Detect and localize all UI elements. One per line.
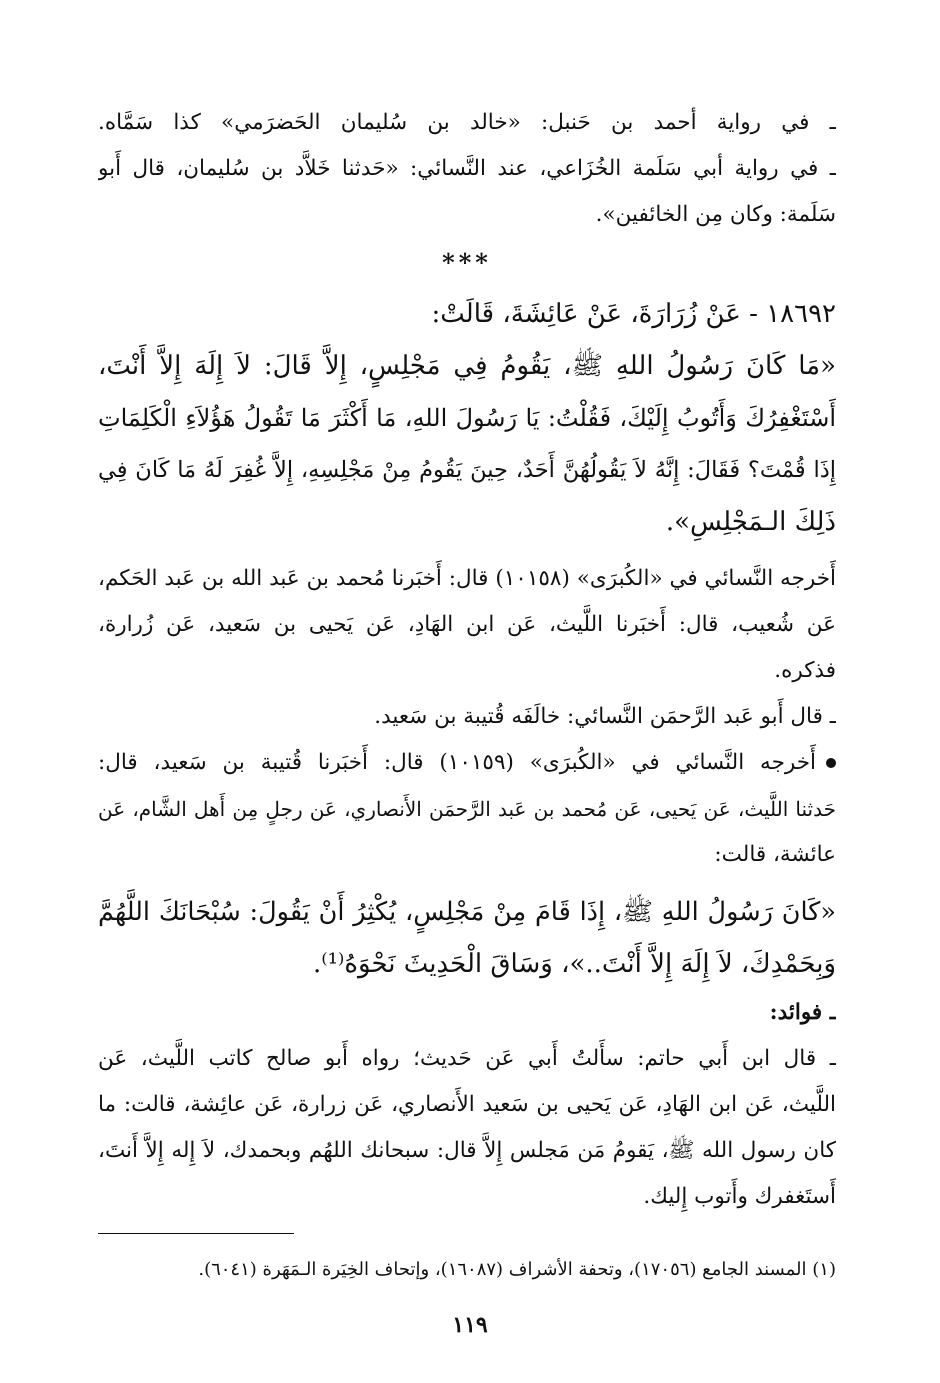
benefits-heading: ـ فوائد: bbox=[769, 1000, 836, 1025]
hadith-line: إِذَا قُمْتَ؟ فَقَالَ: إِنَّهُ لاَ يَقُولُهُنَّ أَحَدٌ، حِينَ يَقُومُ مِنْ مَجْلِسِهِ، إِلاَّ غُفِرَ لَهُ مَا كَانَ فِي bbox=[98, 457, 836, 483]
text-line: ـ في رواية أبي سَلَمة الخُزَاعي، عند النَّسائي: «حَدثنا خَلاَّد بن سُليمان، قال أَبو bbox=[98, 156, 836, 181]
page-body bbox=[98, 100, 836, 1220]
text-line: عَن شُعيب، قال: أَخبَرنا اللَّيث، عَن ابن الهَادِ، عَن يَحيى بن سَعيد، عَن زُرارة، bbox=[98, 612, 836, 637]
text-line: ـ قال أَبو عَبد الرَّحمَن النَّسائي: خالَفَه قُتيبة بن سَعيد. bbox=[374, 704, 836, 729]
bullet-line bbox=[98, 740, 836, 786]
text-line: عائشة، قالت: bbox=[714, 842, 836, 867]
hadith-heading: ١٨٦٩٢ - عَنْ زُرَارَةَ، عَنْ عَائِشَةَ، قَالَتْ: bbox=[431, 299, 836, 329]
text-line: أَخرجه النَّسائي في «الكُبرَى» (١٠١٥٨) قال: أَخبَرنا مُحمد بن عَبد الله بن عَبد الحَكم، bbox=[98, 566, 836, 591]
text-line: سَلَمة: وكان مِن الخائفين». bbox=[595, 202, 836, 227]
text-line: أَخرجه النَّسائي في «الكُبرَى» (١٠١٥٩) قال: أَخبَرنا قُتيبة بن سَعيد، قال: bbox=[98, 750, 816, 775]
text-line: كان رسول الله ﷺ، يَقومُ مَن مَجلس إِلاَّ قال: سبحانك اللهُم وبحمدك، لاَ إِله إِلاَّ أَنتَ، bbox=[98, 1138, 836, 1163]
footnote-divider bbox=[98, 1233, 294, 1234]
text-line: ـ قال ابن أَبي حاتم: سأَلتُ أَبي عَن حَديث؛ رواه أَبو صالح كاتب اللَّيث، عَن bbox=[98, 1046, 836, 1071]
text-line: ـ في رواية أحمد بن حَنبل: «خالد بن سُليمان الحَضرَمي» كذا سَمَّاه. bbox=[98, 110, 836, 135]
hadith-line: ذَلِكَ الـمَجْلِسِ». bbox=[665, 507, 836, 537]
footnote: (١) المسند الجامع (١٧٠٥٦)، وتحفة الأشراف (١٦٠٨٧)، وإتحاف الخِيَرة الـمَهَرة (٦٠٤١). bbox=[198, 1259, 836, 1280]
text-line: فذكره. bbox=[774, 658, 836, 683]
text-line: حَدثنا اللَّيث، عَن يَحيى، عَن مُحمد بن عَبد الرَّحمَن الأَنصاري، عَن رجلٍ مِن أَهل الشَّام، عَن bbox=[98, 797, 836, 821]
hadith-line: أَسْتَغْفِرُكَ وَأَتُوبُ إِلَيْكَ، فَقُلْتُ: يَا رَسُولَ اللهِ، مَا أَكْثَرَ مَا تَقُولُ هَؤُلاَءِ الْكَلِمَاتِ bbox=[98, 404, 836, 432]
text-line: اللَّيث، عَن ابن الهَادِ، عَن يَحيى بن سَعيد الأَنصاري، عَن زرارة، عَن عائِشة، قالت: ما bbox=[98, 1092, 836, 1117]
hadith-line: «مَا كَانَ رَسُولُ اللهِ ﷺ، يَقُومُ فِي مَجْلِسٍ، إِلاَّ قَالَ: لاَ إِلَهَ إِلاَّ أَنْتَ، bbox=[98, 351, 836, 381]
section-separator: *** bbox=[442, 248, 492, 277]
hadith-line: وَبِحَمْدِكَ، لاَ إِلَهَ إِلاَّ أَنْتَ..»، وَسَاقَ الْحَدِيثَ نَحْوَهُ⁽¹⁾. bbox=[312, 949, 836, 979]
page-number: ١١٩ bbox=[452, 1312, 488, 1338]
bullet-icon bbox=[826, 758, 836, 768]
hadith-line: «كَانَ رَسُولُ اللهِ ﷺ، إِذَا قَامَ مِنْ مَجْلِسٍ، يُكْثِرُ أَنْ يَقُولَ: سُبْحَانَكَ اللَّهُمَّ bbox=[98, 897, 836, 927]
text-line: أَستَغفرك وأَتوب إِليك. bbox=[643, 1184, 836, 1209]
